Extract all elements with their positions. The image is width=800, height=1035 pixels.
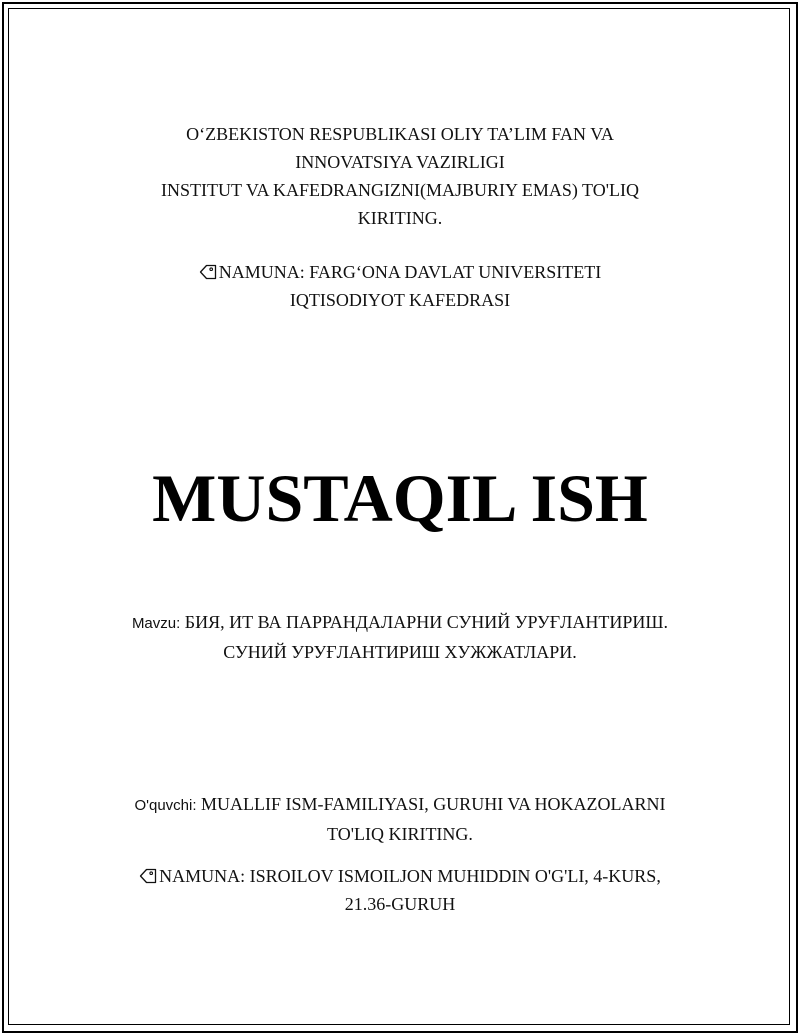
institute-example-text-1: NAMUNA: FARG‘ONA DAVLAT UNIVERSITETI	[218, 262, 602, 282]
student-example-text-2: 21.36-GURUH	[344, 894, 456, 914]
topic-line-1	[0, 608, 800, 638]
student-text-1: MUALLIF ISM-FAMILIYASI, GURUHI VA HOKAZOLARNI	[196, 794, 666, 814]
topic-text-2: СУНИЙ УРУҒЛАНТИРИШ ХУЖЖАТЛАРИ.	[223, 642, 577, 662]
student-example-text-1: NAMUNA: ISROILOV ISMOILJON MUHIDDIN O'G'LI, 4-KURS,	[159, 866, 661, 886]
institute-example-text-2: IQTISODIYOT KAFEDRASI	[289, 290, 511, 310]
ministry-line-1: O‘ZBEKISTON RESPUBLIKASI OLIY TA’LIM FAN VA	[186, 124, 614, 144]
student-line-1	[0, 790, 800, 820]
institute-example-line-1	[0, 258, 800, 286]
institute-example	[0, 258, 800, 314]
student-example-line-1	[0, 862, 800, 890]
topic-label: Mavzu:	[131, 615, 181, 632]
topic-text-1: БИЯ, ИТ ВА ПАРРАНДАЛАРНИ СУНИЙ УРУҒЛАНТИРИШ.	[180, 612, 669, 632]
tag-icon	[199, 264, 217, 280]
institute-instruction-line-1: INSTITUT VA KAFEDRANGIZNI(MAJBURIY EMAS) TO'LIQ	[161, 180, 639, 200]
institute-instruction-line-2: KIRITING.	[357, 208, 443, 228]
student-text-2: TO'LIQ KIRITING.	[327, 824, 473, 844]
ministry-header	[0, 120, 800, 232]
student-example	[0, 862, 800, 918]
topic-section	[0, 608, 800, 666]
student-section	[0, 790, 800, 848]
tag-icon	[139, 868, 157, 884]
document-title: MUSTAQIL ISH	[152, 460, 648, 536]
student-label: O'quvchi:	[134, 797, 197, 814]
ministry-line-2: INNOVATSIYA VAZIRLIGI	[295, 152, 505, 172]
